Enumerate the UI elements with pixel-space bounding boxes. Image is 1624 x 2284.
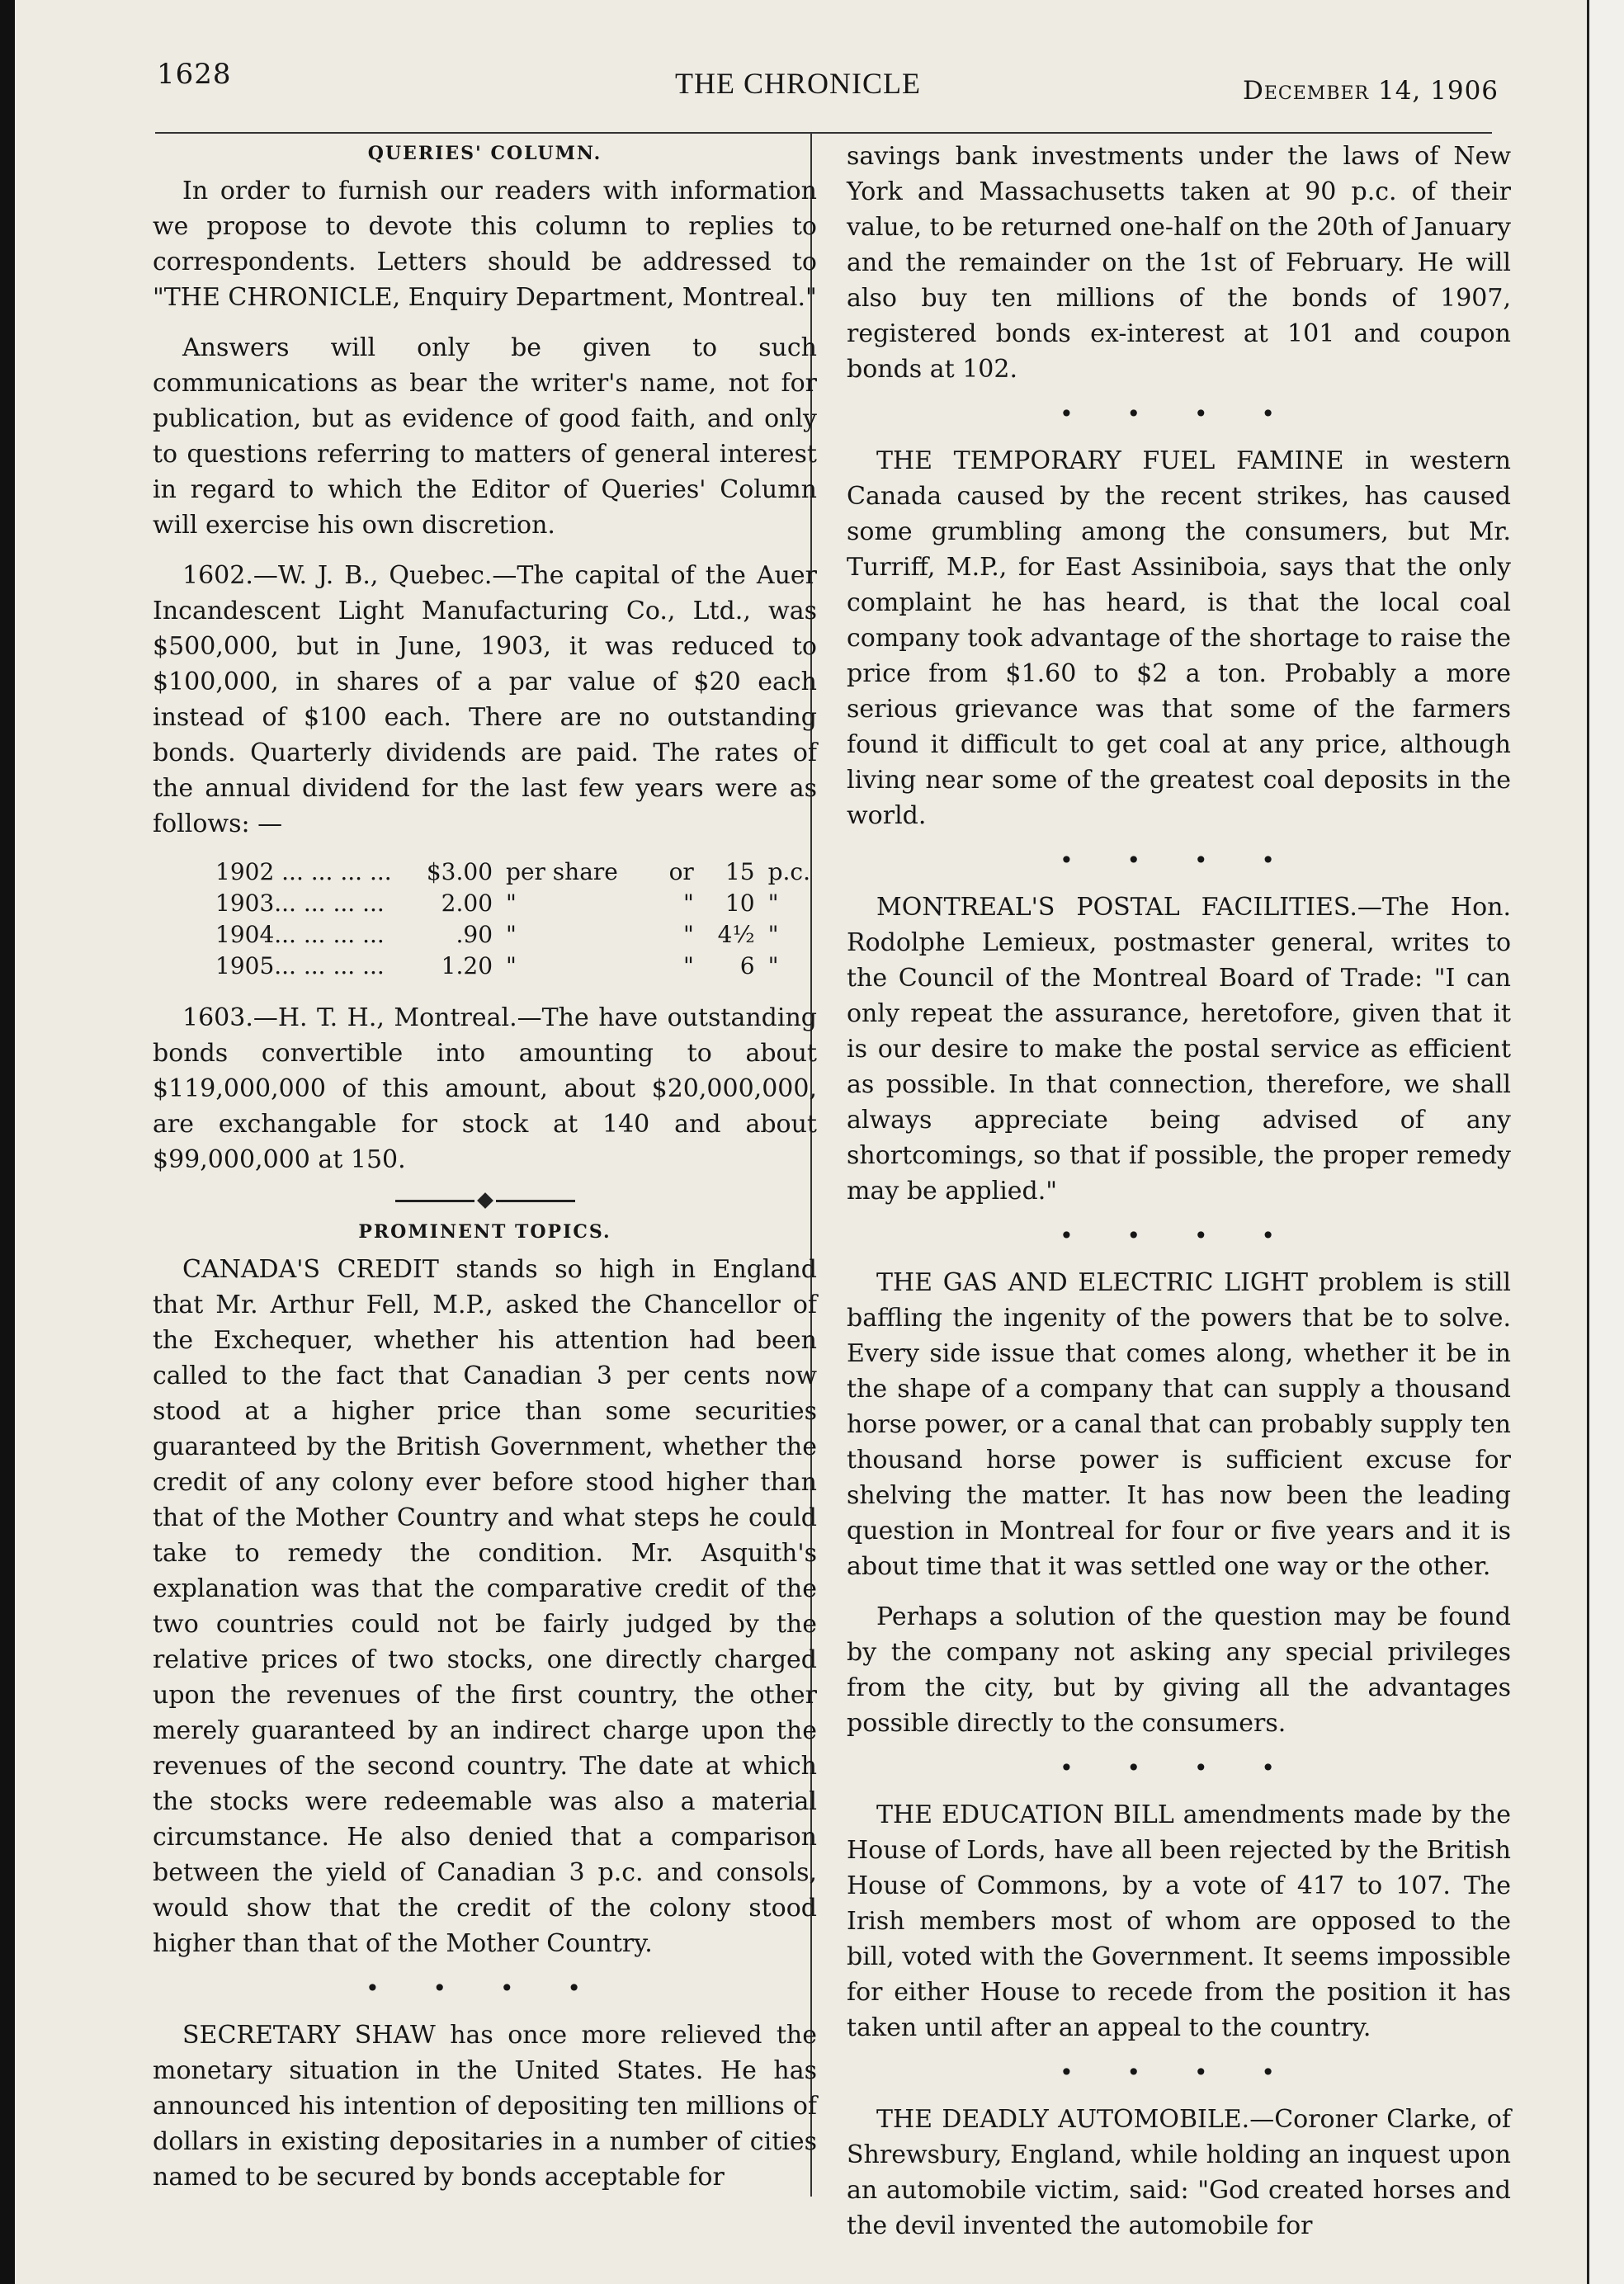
article-body: problem is still baffling the ingenity of the powers that be to solve. Every side issue that comes along, whether it be in the shape of a company that can supply a thousand horse power, or a canal that can probably supply ten thousand horse power is sufficient excuse for shelving the matter. It has now been the leading question in Montreal for four or five years and it is about time that it was settled one way or the other. <box>847 1268 1511 1581</box>
query-1602: 1602.—W. J. B., Quebec.—The capital of the Auer Incandescent Light Manufacturing Co., Ltd., was $500,000, but in June, 1903, it was reduced to $100,000, in shares of a par value of $20 each instead of $100 each. There are no outstanding bonds. Quarterly dividends are paid. The rates of the annual dividend for the last few years were as follows: — <box>153 561 817 838</box>
dividend-or: " <box>682 890 694 917</box>
dividend-year: 1904... ... ... ... <box>215 921 385 948</box>
dividend-row <box>209 888 817 919</box>
article-body: amendments made by the House of Lords, have all been rejected by the British House of Commons, by a vote of 417 to 107. The Irish members most of whom are opposed to the bill, voted with the Government. It seems impossible for either House to recede from the position it has taken until after an appeal to the country. <box>847 1800 1511 2042</box>
article-lead: THE DEADLY AUTOMOBILE. <box>876 2105 1250 2134</box>
dividend-rate: 4½ <box>717 921 755 948</box>
shaw-article-continued: savings bank investments under the laws of New York and Massachusetts taken at 90 p.c. of their value, to be returned one-half on the 20th of January and the remainder on the 1st of February. He will also buy ten millions of the bonds of 1907, registered bonds ex-interest at 101 and coupon bonds at 102. <box>847 142 1511 384</box>
masthead-title: THE CHRONICLE <box>675 67 921 100</box>
dividend-rate: 15 <box>725 858 755 885</box>
dividend-or: or <box>668 858 694 885</box>
dividend-amount: 2.00 <box>441 890 493 917</box>
dividend-row <box>209 856 817 888</box>
article-body: in western Canada caused by the recent strikes, has caused some grumbling among the consumers, but Mr. Turriff, M.P., for East Assiniboia, says that the only complaint he has heard, is that the local coal company took advantage of the shortage to raise the price from $1.60 to $2 a ton. Probably a more serious grievance was that some of the farmers found it difficult to get coal at any price, although living near some of the greatest coal deposits in the world. <box>847 446 1511 830</box>
dividend-unit: " <box>767 921 779 948</box>
dividend-per-share: " <box>506 921 517 948</box>
canada-credit-article <box>153 1252 817 1961</box>
article-body: has once more relieved the monetary situation in the United States. He has announced his intention of depositing ten millions of dollars in existing depositaries in a number of cities named to be secured by bonds acceptable for <box>153 2021 817 2192</box>
dividend-year: 1902 ... ... ... ... <box>215 858 392 885</box>
right-column <box>847 139 1511 2258</box>
gas-electric-article <box>847 1265 1511 1584</box>
gas-electric-article-cont: Perhaps a solution of the question may be found by the company not asking any special privileges from the city, but by giving all the advantages possible directly to the consumers. <box>847 1602 1511 1738</box>
dividend-table <box>209 856 817 982</box>
separator-dots: • • • • <box>1060 1222 1298 1249</box>
separator-dots: • • • • <box>1060 847 1298 874</box>
article-lead: THE TEMPORARY FUEL FAMINE <box>876 446 1344 475</box>
separator-dots: • • • • <box>1060 2059 1298 2086</box>
dividend-year: 1903... ... ... ... <box>215 890 385 917</box>
queries-rules-paragraph: Answers will only be given to such communications as bear the writer's name, not for publication, but as evidence of good faith, and only to questions referring to matters of general interest in regard to which the Editor of Queries' Column will exercise his own discretion. <box>153 333 817 540</box>
article-body: stands so high in England that Mr. Arthur Fell, M.P., asked the Chancellor of the Exchequer, whether his attention had been called to the fact that Canadian 3 per cents now stood at a higher price than some securities guaranteed by the British Government, whether the credit of any colony ever before stood higher than that of the Mother Country and what steps he could take to remedy the condition. Mr. Asquith's explanation was that the comparative credit of the two countries could not be fairly judged by the relative prices of two stocks, one directly charged upon the revenues of the first country, the other merely guaranteed by an indirect charge upon the revenues of the second country. The date at which the stocks were redeemable was also a material circumstance. He also denied that a comparison between the yield of Canadian 3 p.c. and consols, would show that the credit of the colony stood higher than that of the Mother Country. <box>153 1255 817 1958</box>
dividend-rate: 10 <box>725 890 755 917</box>
article-lead: MONTREAL'S POSTAL FACILITIES. <box>876 893 1357 922</box>
ornamental-rule <box>153 1192 817 1209</box>
dividend-rate: 6 <box>739 952 755 979</box>
dividend-per-share: per share <box>506 858 618 885</box>
newspaper-page <box>15 0 1587 2284</box>
queries-intro-paragraph: In order to furnish our readers with information we propose to devote this column to replies to correspondents. Letters should be addressed to "THE CHRONICLE, Enquiry Department, Montreal." <box>153 177 817 312</box>
fuel-famine-article <box>847 443 1511 833</box>
postal-article <box>847 890 1511 1209</box>
dividend-row <box>209 919 817 951</box>
separator-dots: • • • • <box>366 1975 604 2002</box>
shaw-article <box>153 2017 817 2195</box>
dividend-year: 1905... ... ... ... <box>215 952 385 979</box>
article-lead: THE GAS AND ELECTRIC LIGHT <box>876 1268 1309 1297</box>
dividend-amount: 1.20 <box>441 952 493 979</box>
education-bill-article <box>847 1797 1511 2046</box>
dividend-unit: " <box>767 890 779 917</box>
article-body: —The Hon. Rodolphe Lemieux, postmaster general, writes to the Council of the Montreal Board of Trade: "I can only repeat the assurance, heretofore, given that it is our desire to make the postal service as efficient as possible. In that connection, therefore, we shall always appreciate being advised of any shortcomings, so that if possible, the proper remedy may be applied." <box>847 893 1511 1206</box>
separator-dots: • • • • <box>1060 1754 1298 1781</box>
adjacent-page-edge <box>1587 0 1624 2284</box>
topics-heading: PROMINENT TOPICS. <box>358 1221 611 1243</box>
dividend-per-share: " <box>506 890 517 917</box>
dividend-unit: " <box>767 952 779 979</box>
dividend-or: " <box>682 921 694 948</box>
dividend-or: " <box>682 952 694 979</box>
query-1603: 1603.—H. T. H., Montreal.—The have outstanding bonds convertible into amounting to about $119,000,000 of this amount, about $20,000,000, are exchangable for stock at 140 and about $99,000,000 at 150. <box>153 1003 817 1174</box>
automobile-article <box>847 2102 1511 2244</box>
dividend-per-share: " <box>506 952 517 979</box>
dividend-amount: .90 <box>456 921 493 948</box>
dividend-row <box>209 951 817 982</box>
page-number: 1628 <box>157 58 232 91</box>
dividend-unit: p.c. <box>767 858 810 885</box>
article-lead: THE EDUCATION BILL <box>876 1800 1174 1829</box>
dividend-amount: $3.00 <box>426 858 493 885</box>
header-rule <box>155 132 1492 134</box>
issue-date: December 14, 1906 <box>1243 76 1499 106</box>
queries-heading: QUERIES' COLUMN. <box>367 143 602 164</box>
separator-dots: • • • • <box>1060 400 1298 427</box>
article-body: —Coroner Clarke, of Shrewsbury, England, while holding an inquest upon an automobile victim, said: "God created horses and the devil invented the automobile for <box>847 2105 1511 2240</box>
article-lead: SECRETARY SHAW <box>182 2021 436 2050</box>
left-column <box>153 139 817 2210</box>
article-lead: CANADA'S CREDIT <box>182 1255 439 1284</box>
